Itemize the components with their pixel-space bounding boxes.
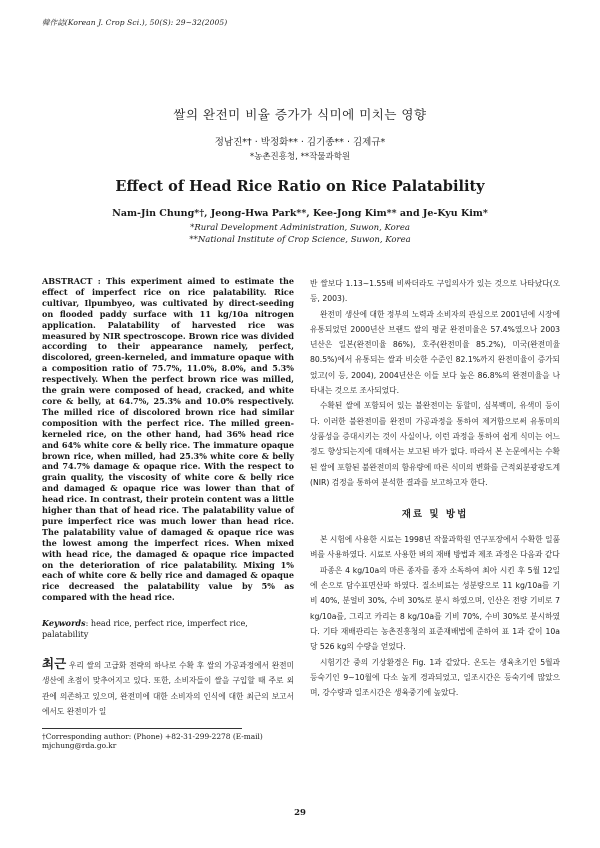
corresponding-author-footnote: †Corresponding author: (Phone) +82-31-299-2278 (E-mail) mjchung@rda.go.kr	[42, 731, 263, 751]
intro-text: 우리 쌀의 고급화 전략의 하나로 수확 후 쌀의 가공과정에서 완전미 생산에 초점이 맞추어지고 있다. 또한, 소비자들이 쌀을 구입할 때 주로 외관에 의존하고 있으며, 완전미에 대한 소비자의 인식에 대한 최근의 보고서에서도 완전미가 일	[42, 661, 294, 717]
abstract: ABSTRACT : This experiment aimed to estimate the effect of imperfect rice on rice palatability. Rice cultivar, Ilpumbyeo, was cultivated by direct-seeding on flooded paddy surface with 11 kg/10a nitrogen application. Palatability of harvested rice was measured by NIR spectroscope. Brown rice was divided according to their appearance namely, perfect, discolored, green-kerneled, and immature opaque with a composition ratio of 75.7%, 11.0%, 8.0%, and 5.3% respectively. When the perfect brown rice was milled, the grain were composed of head, cracked, and white core & belly, at 64.7%, 25.3% and 10.0% respectively. The milled rice of discolored brown rice had similar composition with the perfect rice. The milled green-kerneled rice, on the other hand, had 36% head rice and 64% white core & belly rice. The immature opaque brown rice, when milled, had 25.3% white core & belly and 74.7% damage & opaque rice. With the respect to grain quality, the viscosity of white core & belly rice and damaged & opaque rice was lower than that of head rice. In contrast, their protein content was a little higher than that of head rice. The palatability value of pure imperfect rice was much lower than head rice. The palatability value of damaged & opaque rice was the lowest among the imperfect rices. When mixed with head rice, the damaged & opaque rice impacted on the deterioration of rice palatability. Mixing 1% each of white core & belly rice and damaged & opaque rice decreased the palatability value by 5% as compared with the head rice.	[42, 276, 294, 603]
right-column	[310, 276, 560, 700]
paragraph-continued: 반 쌀보다 1.13~1.55배 비싸더라도 구입의사가 있는 것으로 나타났다(오 등, 2003).	[310, 279, 560, 304]
authors-english: Nam-Jin Chung*†, Jeong-Hwa Park**, Kee-Jong Kim** and Je-Kyu Kim*	[112, 208, 488, 219]
introduction-start	[42, 656, 294, 720]
paragraph-weather: 시험기간 중의 기상환경은 Fig. 1과 같았다. 온도는 생육초기인 5월과 등숙기인 9~10월에 다소 높게 경과되었고, 일조시간은 등숙기에 많았으며, 강수량과 일조시간은 생육중기에 높았다.	[310, 657, 560, 698]
affiliation-english-1: *Rural Development Administration, Suwon, Korea	[190, 223, 410, 233]
section-title-methods: 재료 및 방법	[401, 509, 469, 521]
footnote-divider	[42, 728, 242, 729]
paragraph-sample: 본 시험에 사용한 시료는 1998년 작물과학원 연구포장에서 수확한 일품벼를 사용하였다. 시료로 사용한 벼의 재배 방법과 제조 과정은 다음과 같다	[310, 535, 560, 560]
left-column	[42, 276, 294, 751]
keywords	[42, 618, 294, 640]
paragraph-head-rice-trend: 완전미 생산에 대한 정부의 노력과 소비자의 관심으로 2001년에 시장에 유통되었던 2000년산 브랜드 쌀의 평균 완전미율은 57.4%였으나 2003년산은 일본(완전미율 86%), 호주(완전미율 85.2%), 미국(완전미율 80.5%)에서 유통되는 쌀과 비슷한 수준인 82.1%까지 완전미율이 증가되었고(이 등, 2004), 2004년산은 이들 보다 높은 86.8%의 완전미율을 나타내는 것으로 조사되었다.	[310, 309, 560, 396]
paper-title-english: Effect of Head Rice Ratio on Rice Palatability	[115, 178, 485, 195]
paper-title-korean: 쌀의 완전미 비율 증가가 식미에 미치는 영향	[173, 107, 427, 122]
affiliation-korean: *농촌진흥청, **작물과학원	[249, 152, 351, 162]
keywords-text: : head rice, perfect rice, imperfect rice, palatability	[42, 618, 248, 640]
intro-dropcap: 최근	[42, 656, 67, 671]
page-number: 29	[294, 808, 306, 818]
affiliation-english-2: **National Institute of Crop Science, Suwon, Korea	[189, 235, 411, 245]
authors-korean: 정남진*† · 박정화** · 김기종** · 김제규*	[214, 137, 386, 148]
paragraph-study-purpose: 수확된 쌀에 포함되어 있는 불완전미는 동할미, 심복백미, 유색미 등이다. 이러한 불완전미를 완전미 가공과정을 통하여 제거함으로써 유통미의 상품성을 증대시키는 것이 사실이나, 이런 과정을 통하여 쉽게 식미는 어느 정도 향상되는지에 대해서는 보고된 바가 없다. 따라서 본 논문에서는 수확된 쌀에 포함된 불완전미의 함유량에 따른 식미의 변화를 근적외분광광도계(NIR) 검정을 통하여 분석한 결과를 보고하고자 한다.	[310, 401, 560, 487]
journal-citation: 韓作誌(Korean J. Crop Sci.), 50(S): 29~32(2005)	[42, 18, 228, 27]
paragraph-cultivation: 파종은 4 kg/10a의 마른 종자를 종자 소독하여 최아 시킨 후 5월 12일에 손으로 담수표면산파 하였다. 질소비료는 성분량으로 11 kg/10a를 기비 40%, 분얼비 30%, 수비 30%로 분시 하였으며, 인산은 전량 기비로 7 kg/10a를, 그리고 카리는 8 kg/10a를 기비 70%, 수비 30%로 분시하였다. 기타 재배관리는 농촌진흥청의 표준재배법에 준하여 표 1과 같이 10a당 526 kg의 수량을 얻었다.	[310, 565, 560, 652]
keywords-label: Keywords	[42, 618, 86, 629]
